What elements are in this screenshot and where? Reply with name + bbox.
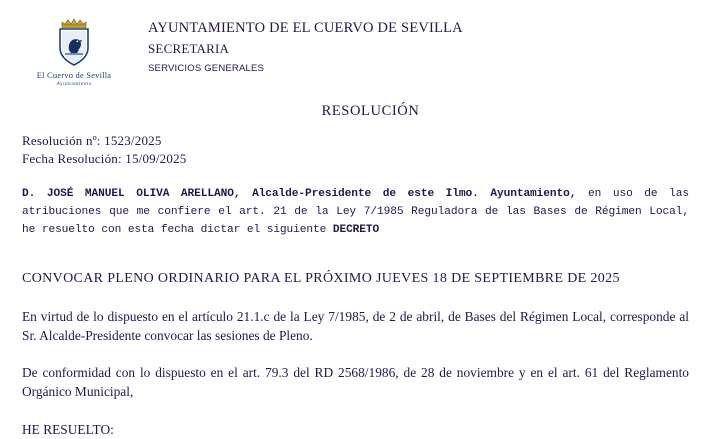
paragraph-2: De conformidad con lo dispuesto en el art. 79.3 del RD 2568/1986, de 28 de noviembre y en el art. 61 del Reglamento Orgánico Municipal, (22, 364, 689, 400)
intro-decree-word: DECRETO (332, 224, 380, 237)
intro-mayor-name: D. JOSÉ MANUEL OLIVA ARELLANO, Alcalde-Presidente de este Ilmo. Ayuntamiento, (22, 187, 577, 200)
paragraph-1: En virtud de lo dispuesto en el artículo 21.1.c de la Ley 7/1985, de 2 de abril, de Bases del Régimen Local, corresponde al Sr. Alcalde-Presidente convocar las sesiones de Pleno. (22, 308, 689, 343)
resolution-date: Fecha Resolución: 15/09/2025 (22, 151, 187, 167)
department-name: SECRETARIA (148, 41, 230, 57)
organization-block (148, 14, 463, 76)
resolution-number: Resolución nº: 1523/2025 (22, 133, 162, 148)
crest-caption: El Cuervo de Sevilla (36, 70, 112, 80)
crest-block (0, 14, 148, 87)
paragraph-3: HE RESUELTO: (22, 422, 114, 438)
crest-subcaption: Ayuntamiento (56, 81, 92, 87)
resolution-meta (22, 132, 689, 169)
page-title: RESOLUCIÓN (321, 103, 420, 119)
document-body (0, 103, 711, 439)
document-header (0, 0, 711, 87)
organization-name: AYUNTAMIENTO DE EL CUERVO DE SEVILLA (148, 20, 463, 36)
intro-body-text: en uso de las atribuciones que me confiere el art. 21 de la Ley 7/1985 Reguladora de las Bases de Régimen Local, he resuelto con esta fecha dictar el siguiente (22, 187, 689, 237)
intro-paragraph (22, 185, 689, 239)
coat-of-arms-icon (51, 16, 97, 68)
resolution-heading: CONVOCAR PLENO ORDINARIO PARA EL PRÓXIMO JUEVES 18 DE SEPTIEMBRE DE 2025 (22, 271, 620, 287)
subdepartment-name: SERVICIOS GENERALES (148, 62, 265, 74)
